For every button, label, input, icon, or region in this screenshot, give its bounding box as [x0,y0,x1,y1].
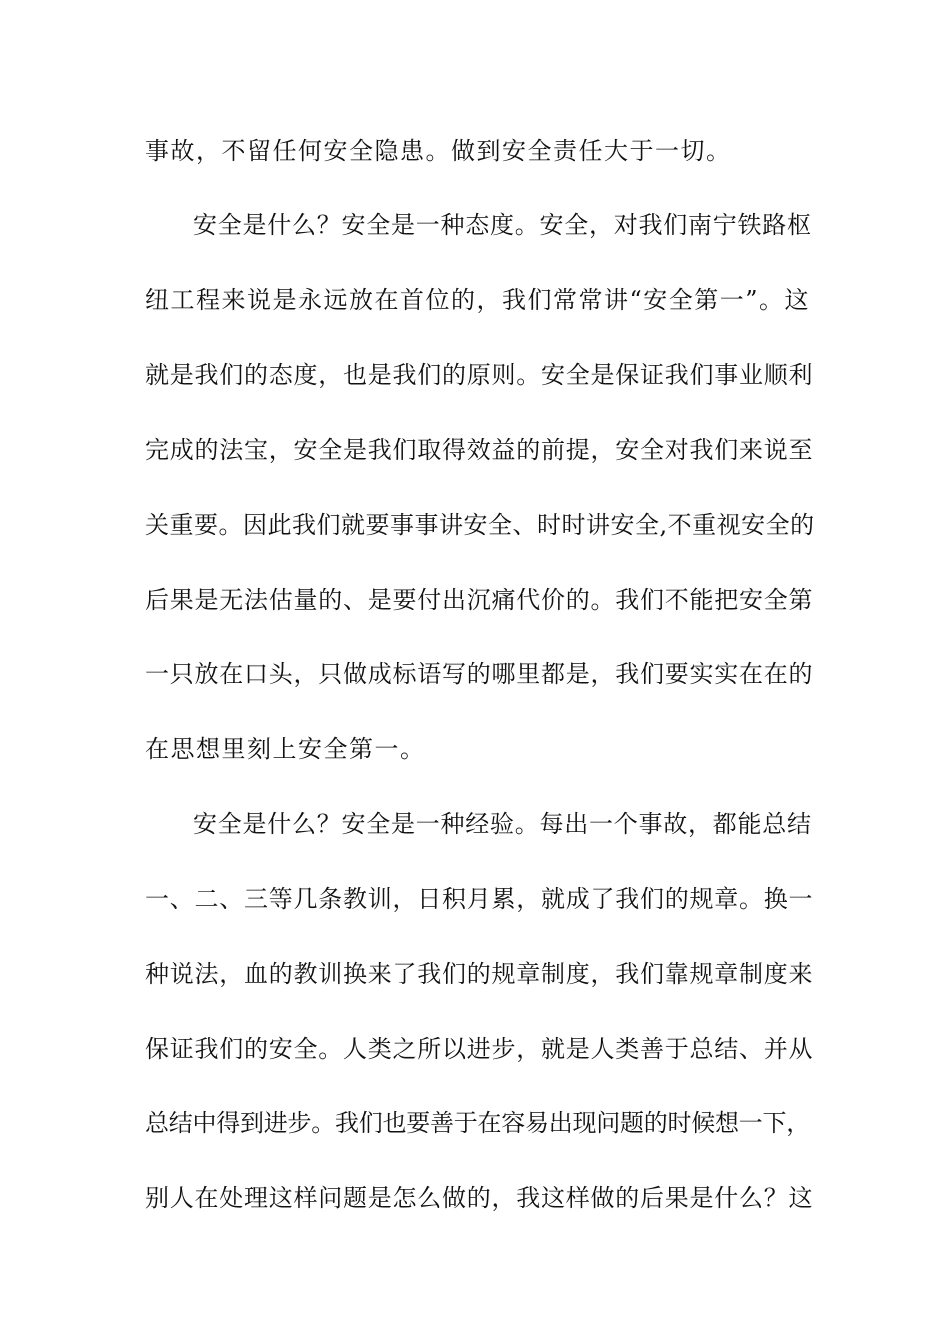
text-line: 总结中得到进步。我们也要善于在容易出现问题的时候想一下， [145,1109,810,1137]
text-line: 关重要。因此我们就要事事讲安全、时时讲安全,不重视安全的 [145,511,815,539]
text-line: 纽工程来说是永远放在首位的，我们常常讲“安全第一”。这 [145,286,811,314]
text-line: 一、二、三等几条教训，日积月累，就成了我们的规章。换一 [145,885,814,913]
text-line: 在思想里刻上安全第一。 [145,735,426,763]
text-line: 保证我们的安全。人类之所以进步，就是人类善于总结、并从 [145,1035,814,1063]
text-line: 别人在处理这样问题是怎么做的，我这样做的后果是什么？这 [145,1184,814,1212]
text-line: 事故，不留任何安全隐患。做到安全责任大于一切。 [145,137,732,165]
paragraph-start-line: 安全是什么？安全是一种态度。安全，对我们南宁铁路枢 [193,211,812,239]
text-line: 完成的法宝，安全是我们取得效益的前提，安全对我们来说至 [145,436,814,464]
text-line: 种说法，血的教训换来了我们的规章制度，我们靠规章制度来 [145,960,814,988]
text-line: 后果是无法估量的、是要付出沉痛代价的。我们不能把安全第 [145,586,814,614]
paragraph-start-line: 安全是什么？安全是一种经验。每出一个事故，都能总结 [193,810,812,838]
text-line: 一只放在口头，只做成标语写的哪里都是，我们要实实在在的 [145,660,814,688]
text-line: 就是我们的态度，也是我们的原则。安全是保证我们事业顺利 [145,361,814,389]
